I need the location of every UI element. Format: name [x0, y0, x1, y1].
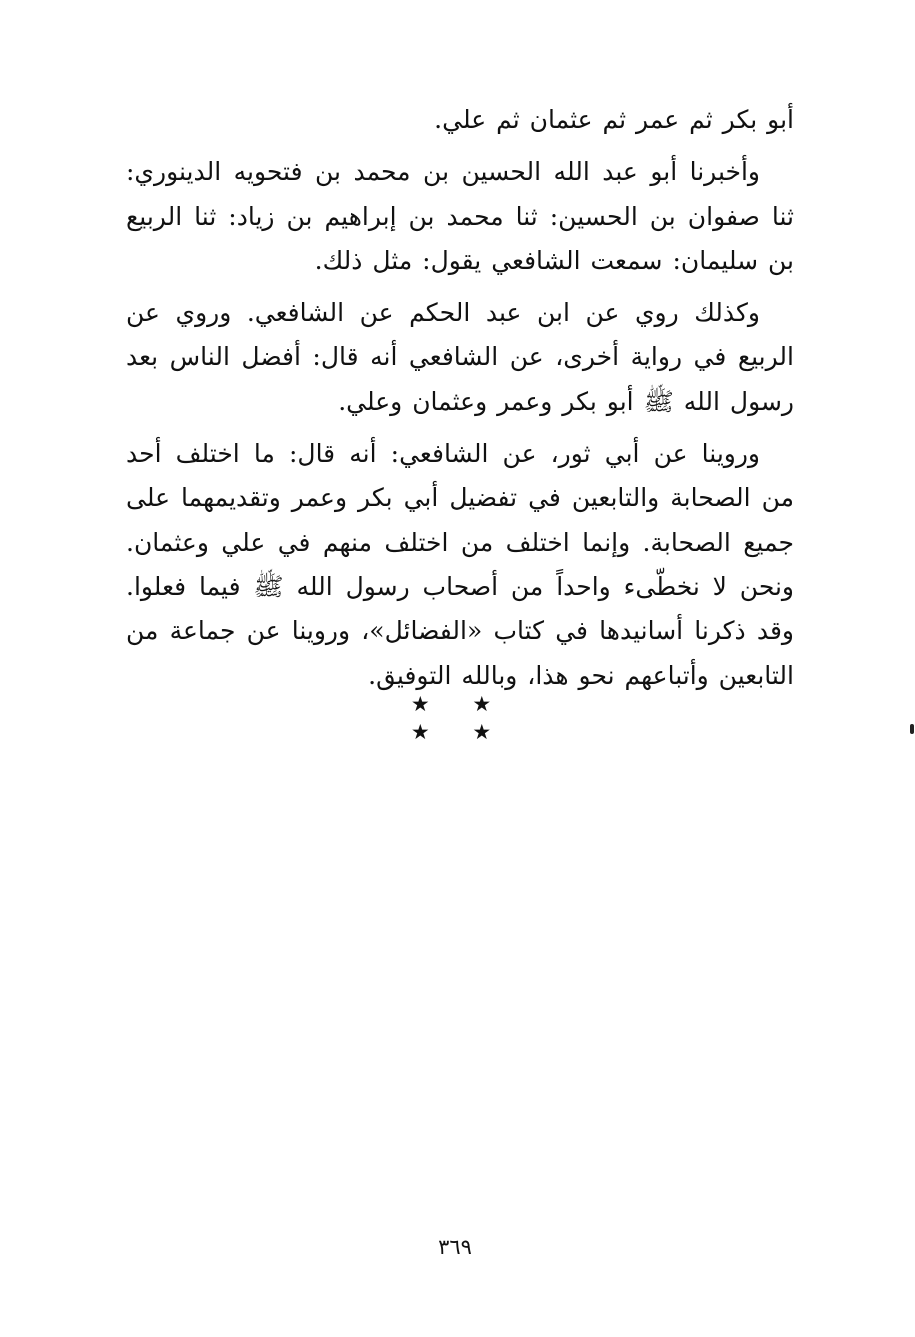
- scan-edge-mark: [910, 724, 914, 734]
- arabic-text-block: [126, 98, 794, 706]
- paragraph-1: أبو بكر ثم عمر ثم عثمان ثم علي.: [434, 105, 794, 134]
- paragraph-2: وأخبرنا أبو عبد الله الحسين بن محمد بن فتحويه الدينوري: ثنا صفوان بن الحسين: ثنا محمد بن إبراهيم بن زياد: ثنا الربيع بن سليمان: سمعت الشافعي يقول: مثل ذلك.: [126, 157, 794, 275]
- paragraph-3: وكذلك روي عن ابن عبد الحكم عن الشافعي. وروي عن الربيع في رواية أخرى، عن الشافعي أنه قال: أفضل الناس بعد رسول الله ﷺ أبو بكر وعمر وعثمان وعلي.: [126, 298, 794, 416]
- page-number: ٣٦٩: [438, 1235, 472, 1259]
- paragraph-4: وروينا عن أبي ثور، عن الشافعي: أنه قال: ما اختلف أحد من الصحابة والتابعين في تفضيل أبي بكر وعمر وتقديمهما على جميع الصحابة. وإنما اختلف من اختلف منهم في علي وعثمان. ونحن لا نخطّىء واحداً من أصحاب رسول الله ﷺ فيما فعلوا. وقد ذكرنا أسانيدها في كتاب «الفضائل»، وروينا عن جماعة من التابعين وأتباعهم نحو هذا، وبالله التوفيق.: [126, 439, 794, 690]
- section-separator-stars: ★ ★ ★ ★: [410, 692, 510, 744]
